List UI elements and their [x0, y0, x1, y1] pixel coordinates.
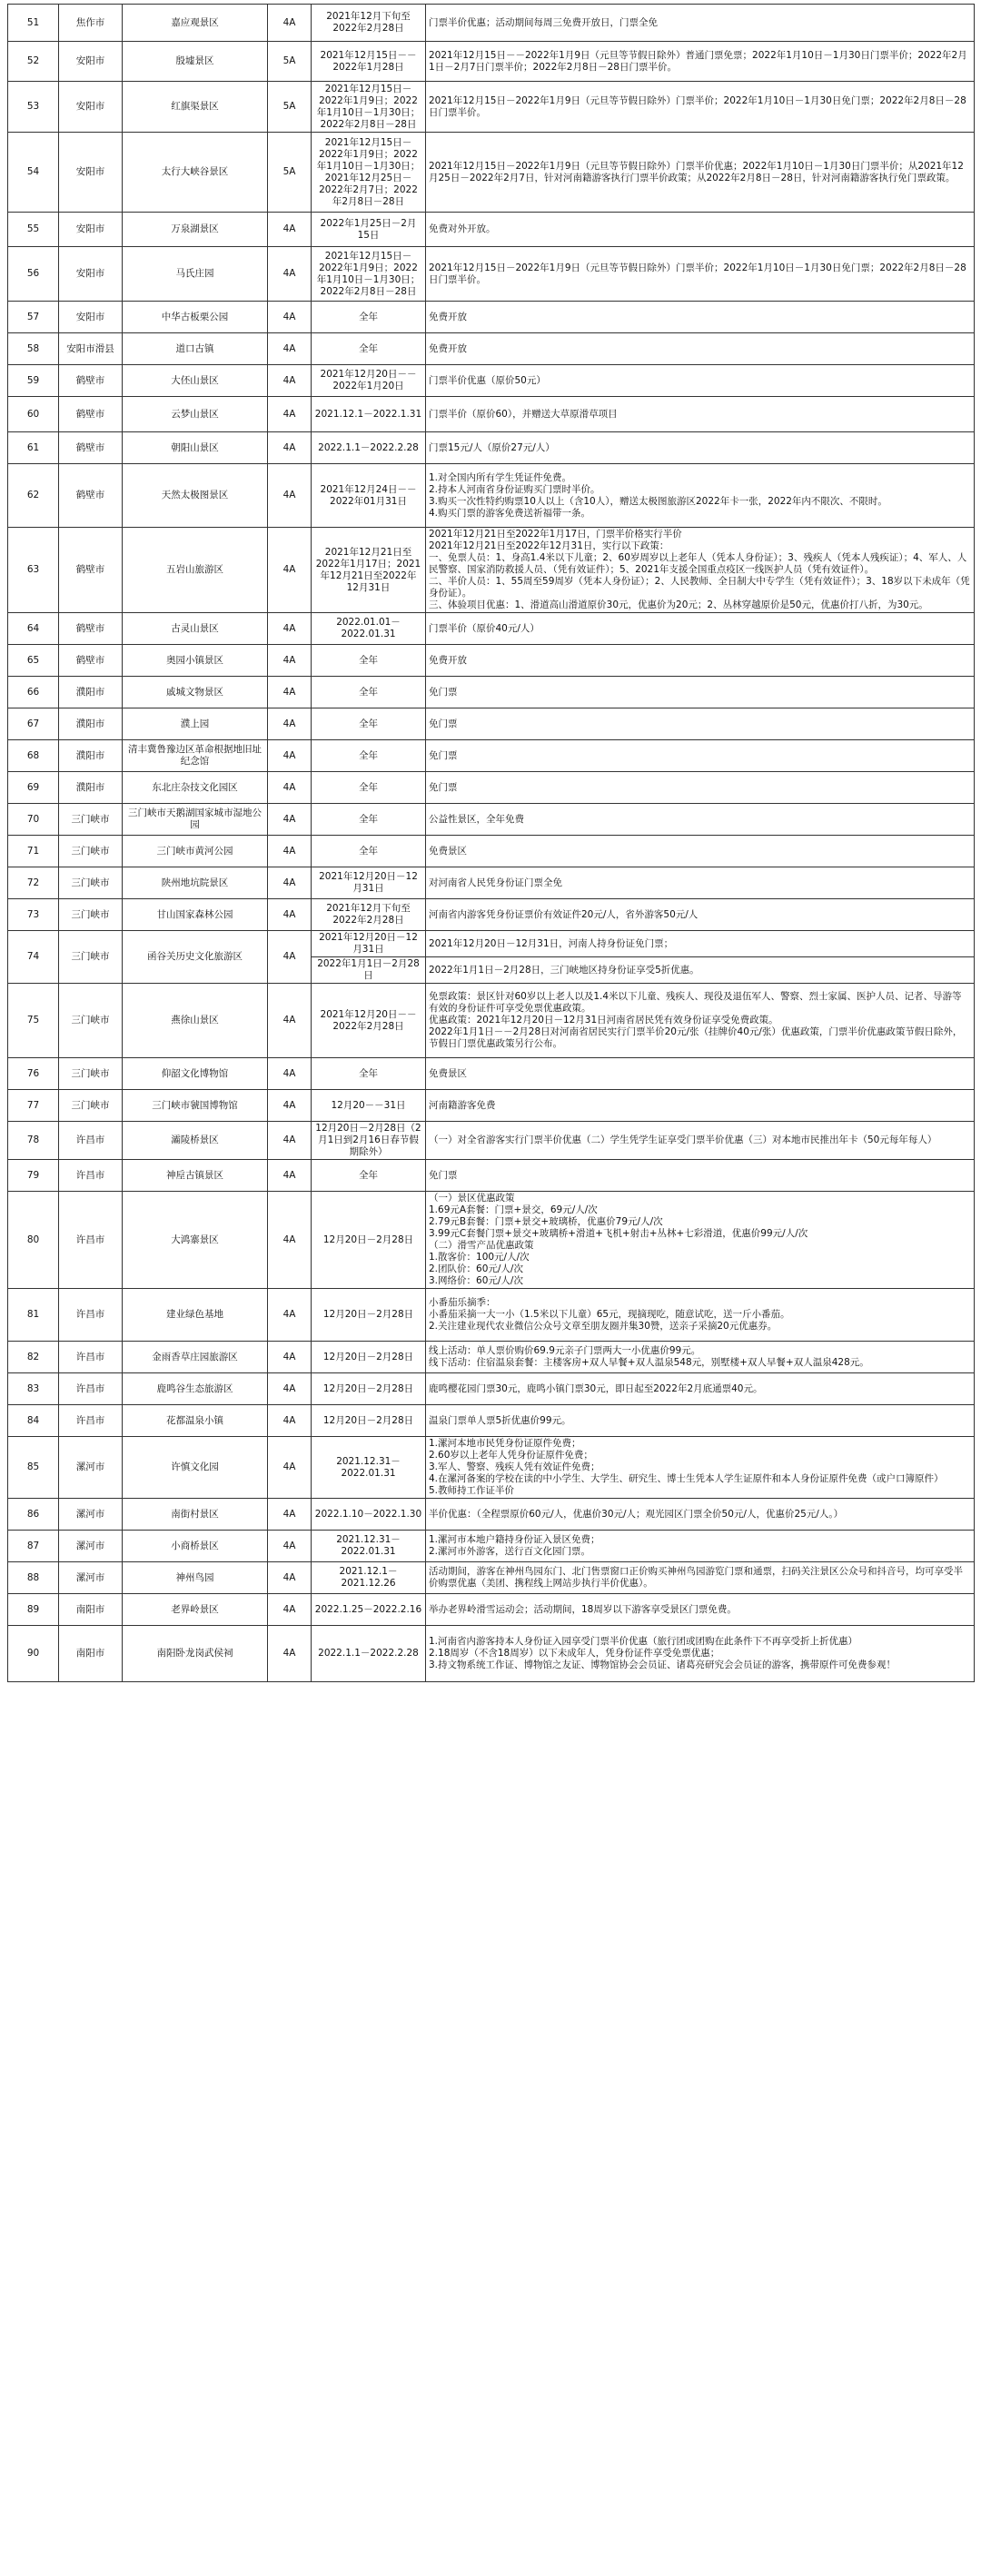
table-row — [8, 247, 975, 302]
cell-level: 4A — [268, 613, 312, 645]
cell-level: 4A — [268, 899, 312, 931]
cell-no: 52 — [8, 42, 59, 82]
cell-no: 66 — [8, 677, 59, 708]
cell-city: 三门峡市 — [59, 836, 123, 867]
cell-no: 81 — [8, 1289, 59, 1342]
cell-city: 安阳市 — [59, 302, 123, 333]
cell-policy: 门票半价（原价40元/人） — [426, 613, 975, 645]
cell-city: 许昌市 — [59, 1405, 123, 1437]
cell-city: 许昌市 — [59, 1289, 123, 1342]
cell-name: 奥园小镇景区 — [123, 645, 268, 677]
cell-date: 12月20日－2月28日 — [312, 1289, 426, 1342]
table-row — [8, 1437, 975, 1499]
cell-date: 2022.1.1－2022.2.28 — [312, 1626, 426, 1682]
cell-level: 4A — [268, 528, 312, 613]
cell-date: 全年 — [312, 677, 426, 708]
cell-name: 三门峡市黄河公园 — [123, 836, 268, 867]
cell-date2: 2022年1月1日－2月28日 — [312, 957, 426, 984]
cell-name: 清丰冀鲁豫边区革命根据地旧址纪念馆 — [123, 740, 268, 772]
cell-policy: 免费景区 — [426, 1058, 975, 1090]
cell-no: 89 — [8, 1594, 59, 1626]
table-body — [8, 5, 975, 1682]
cell-policy: 门票半价优惠（原价50元） — [426, 365, 975, 397]
table-row — [8, 302, 975, 333]
cell-no: 53 — [8, 82, 59, 133]
cell-level: 4A — [268, 1594, 312, 1626]
table-row — [8, 867, 975, 899]
cell-date: 2021年12月下旬至2022年2月28日 — [312, 899, 426, 931]
cell-policy: 2021年12月21日至2022年1月17日，门票半价格实行半价 2021年12月21日至2022年12月31日，实行以下政策： 一、免票人员：1、身高1.4米以下儿童；2、60岁周岁以上老年人（凭本人身份证）；3、残疾人（凭本人残疾证）；4、军人、人民警察、国家消防救援人员、（凭有效证件）；5、2021年支援全国重点疫区一线医护人员（凭有效证件）。 二、半价人员：1、55周至59周岁（凭本人身份证）；2、人民教师、全日制大中专学生（凭有效证件）；3、18岁以下未成年（凭身份证）。 三、体验项目优惠：1、滑道高山滑道原价30元，优惠价为20元；2、丛林穿越原价是50元，优惠价打八折，为30元。 — [426, 528, 975, 613]
table-row — [8, 1058, 975, 1090]
cell-date: 2022年1月25日－2月15日 — [312, 213, 426, 247]
cell-date: 全年 — [312, 333, 426, 365]
cell-city: 安阳市 — [59, 247, 123, 302]
cell-level: 4A — [268, 464, 312, 528]
cell-policy2: 2022年1月1日－2月28日，三门峡地区持身份证享受5折优惠。 — [426, 957, 975, 984]
cell-no: 56 — [8, 247, 59, 302]
cell-level: 4A — [268, 708, 312, 740]
cell-level: 4A — [268, 1499, 312, 1531]
cell-policy: 半价优惠：（全程票原价60元/人，优惠价30元/人；观光园区门票全价50元/人，优惠价25元/人。） — [426, 1499, 975, 1531]
table-row — [8, 1373, 975, 1405]
cell-name: 鹿鸣谷生态旅游区 — [123, 1373, 268, 1405]
cell-city: 鹤壁市 — [59, 365, 123, 397]
table-row — [8, 984, 975, 1058]
cell-level: 4A — [268, 1058, 312, 1090]
cell-city: 漯河市 — [59, 1437, 123, 1499]
table-row — [8, 931, 975, 957]
cell-name: 太行大峡谷景区 — [123, 133, 268, 213]
table-row — [8, 432, 975, 464]
cell-no: 57 — [8, 302, 59, 333]
cell-level: 4A — [268, 333, 312, 365]
cell-policy: 2021年12月15日－2022年1月9日（元旦等节假日除外）门票半价；2022年1月10日－1月30日免门票；2022年2月8日－28日门票半价。 — [426, 82, 975, 133]
cell-no: 61 — [8, 432, 59, 464]
cell-level: 4A — [268, 1405, 312, 1437]
cell-date: 2021年12月15日－2022年1月9日；2022年1月10日－1月30日；2022年2月8日－28日 — [312, 247, 426, 302]
cell-city: 濮阳市 — [59, 677, 123, 708]
cell-city: 许昌市 — [59, 1122, 123, 1160]
cell-name: 万泉湖景区 — [123, 213, 268, 247]
cell-no: 55 — [8, 213, 59, 247]
table-row — [8, 1405, 975, 1437]
table-row — [8, 528, 975, 613]
cell-name: 天然太极图景区 — [123, 464, 268, 528]
cell-date: 12月20日－2月28日（2月1日到2月16日春节假期除外） — [312, 1122, 426, 1160]
cell-level: 4A — [268, 836, 312, 867]
cell-no: 76 — [8, 1058, 59, 1090]
cell-city: 三门峡市 — [59, 867, 123, 899]
cell-no: 84 — [8, 1405, 59, 1437]
cell-date: 2022.1.25－2022.2.16 — [312, 1594, 426, 1626]
cell-level: 4A — [268, 1562, 312, 1594]
cell-no: 59 — [8, 365, 59, 397]
cell-policy: 线上活动：单人票价购价69.9元亲子门票两大一小优惠价99元。 线下活动：住宿温泉套餐：主楼客房+双人早餐+双人温泉548元，别墅楼+双人早餐+双人温泉428元。 — [426, 1342, 975, 1373]
cell-policy: 2021年12月15日－2022年1月9日（元旦等节假日除外）门票半价；2022年1月10日－1月30日免门票；2022年2月8日－28日门票半价。 — [426, 247, 975, 302]
cell-date: 2022.1.10－2022.1.30 — [312, 1499, 426, 1531]
cell-name: 小商桥景区 — [123, 1531, 268, 1562]
cell-level: 4A — [268, 931, 312, 984]
cell-city: 漯河市 — [59, 1562, 123, 1594]
cell-date: 2021年12月20日－－2022年2月28日 — [312, 984, 426, 1058]
cell-name: 南阳卧龙岗武侯祠 — [123, 1626, 268, 1682]
cell-no: 77 — [8, 1090, 59, 1122]
cell-level: 4A — [268, 1289, 312, 1342]
cell-name: 函谷关历史文化旅游区 — [123, 931, 268, 984]
table-row — [8, 333, 975, 365]
cell-date: 2021年12月21日至2022年1月17日；2021年12月21日至2022年12月31日 — [312, 528, 426, 613]
cell-name: 道口古镇 — [123, 333, 268, 365]
table-row — [8, 1090, 975, 1122]
cell-city: 焦作市 — [59, 5, 123, 42]
scenic-policy-table — [7, 4, 975, 1682]
table-row — [8, 1122, 975, 1160]
cell-no: 54 — [8, 133, 59, 213]
cell-city: 鹤壁市 — [59, 432, 123, 464]
cell-policy: 活动期间，游客在神州鸟园东门、北门售票窗口正价购买神州鸟园游览门票和通票，扫码关注景区公众号和抖音号，均可享受半价购票优惠（美团、携程线上网站步执行半价优惠）。 — [426, 1562, 975, 1594]
cell-policy: 门票半价优惠；活动期间每周三免费开放日，门票全免 — [426, 5, 975, 42]
cell-policy: 免门票 — [426, 708, 975, 740]
cell-policy: （一）景区优惠政策 1.69元A套餐：门票+景交，69元/人/次 2.79元B套餐：门票+景交+玻璃桥，优惠价79元/人/次 3.99元C套餐门票+景交+玻璃桥+滑道+飞机+射击+丛林+七彩滑道，优惠价99元/人/次 （二）滑雪产品优惠政策 1.散客价：100元/人/次 2.团队价：60元/人/次 3.网络价：60元/人/次 — [426, 1192, 975, 1289]
cell-city: 许昌市 — [59, 1160, 123, 1192]
cell-level: 4A — [268, 867, 312, 899]
table-row — [8, 645, 975, 677]
cell-policy: 公益性景区，全年免费 — [426, 804, 975, 836]
table-row — [8, 677, 975, 708]
cell-policy: 小番茄乐摘季： 小番茄采摘一大一小（1.5米以下儿童）65元，现摘现吃，随意试吃，送一斤小番茄。 2.关注建业现代农业微信公众号文章至朋友圈并集30赞，送亲子采摘20元优惠券。 — [426, 1289, 975, 1342]
cell-date: 12月20－－31日 — [312, 1090, 426, 1122]
cell-policy: 免门票 — [426, 677, 975, 708]
cell-level: 4A — [268, 984, 312, 1058]
cell-level: 4A — [268, 1160, 312, 1192]
cell-no: 72 — [8, 867, 59, 899]
table-row — [8, 708, 975, 740]
cell-city: 三门峡市 — [59, 931, 123, 984]
cell-name: 大鸿寨景区 — [123, 1192, 268, 1289]
cell-date: 2021.12.31－2022.01.31 — [312, 1531, 426, 1562]
cell-date: 2021年12月下旬至2022年2月28日 — [312, 5, 426, 42]
cell-name: 殷墟景区 — [123, 42, 268, 82]
table-row — [8, 1192, 975, 1289]
cell-date: 全年 — [312, 708, 426, 740]
cell-no: 71 — [8, 836, 59, 867]
cell-name: 三门峡市天鹅湖国家城市湿地公园 — [123, 804, 268, 836]
cell-no: 58 — [8, 333, 59, 365]
cell-name: 神州鸟园 — [123, 1562, 268, 1594]
cell-city: 濮阳市 — [59, 708, 123, 740]
cell-date: 12月20日－2月28日 — [312, 1342, 426, 1373]
cell-no: 74 — [8, 931, 59, 984]
cell-name: 南街村景区 — [123, 1499, 268, 1531]
cell-no: 64 — [8, 613, 59, 645]
cell-no: 73 — [8, 899, 59, 931]
cell-date: 全年 — [312, 1160, 426, 1192]
cell-name: 嘉应观景区 — [123, 5, 268, 42]
table-row — [8, 1531, 975, 1562]
cell-name: 云梦山景区 — [123, 397, 268, 432]
cell-name: 朝阳山景区 — [123, 432, 268, 464]
cell-policy: 门票15元/人（原价27元/人） — [426, 432, 975, 464]
table-row — [8, 365, 975, 397]
cell-level: 4A — [268, 1531, 312, 1562]
cell-policy: 1.对全国内所有学生凭证件免费。 2.持本人河南省身份证购买门票时半价。 3.购买一次性特约购票10人以上（含10人），赠送太极图旅游区2022年卡一张，2022年内不限次、不限时。 4.购买门票的游客免费送祈福带一条。 — [426, 464, 975, 528]
cell-city: 漯河市 — [59, 1499, 123, 1531]
table-row — [8, 1160, 975, 1192]
cell-policy: 免费开放 — [426, 333, 975, 365]
cell-date: 12月20日－2月28日 — [312, 1192, 426, 1289]
cell-policy: （一）对全省游客实行门票半价优惠（二）学生凭学生证享受门票半价优惠（三）对本地市民推出年卡（50元每年每人） — [426, 1122, 975, 1160]
cell-name: 东北庄杂技文化园区 — [123, 772, 268, 804]
table-row — [8, 82, 975, 133]
cell-city: 三门峡市 — [59, 804, 123, 836]
cell-city: 鹤壁市 — [59, 528, 123, 613]
cell-level: 4A — [268, 247, 312, 302]
cell-level: 4A — [268, 645, 312, 677]
table-row — [8, 836, 975, 867]
cell-name: 三门峡市虢国博物馆 — [123, 1090, 268, 1122]
cell-no: 85 — [8, 1437, 59, 1499]
table-row — [8, 397, 975, 432]
cell-level: 4A — [268, 432, 312, 464]
cell-no: 65 — [8, 645, 59, 677]
cell-policy: 免费景区 — [426, 836, 975, 867]
table-row — [8, 133, 975, 213]
table-row — [8, 1342, 975, 1373]
cell-date: 2022.1.1－2022.2.28 — [312, 432, 426, 464]
cell-date: 2021年12月20日－12月31日 — [312, 931, 426, 957]
cell-policy: 免票政策：景区针对60岁以上老人以及1.4米以下儿童、残疾人、现役及退伍军人、警察、烈士家属、医护人员、记者、导游等有效的身份证件可享受免票优惠政策。 优惠政策：2021年12月20日－12月31日河南省居民凭有效身份证享受免费政策。 2022年1月1日－－2月28日对河南省居民实行门票半价20元/张（挂牌价40元/张）优惠政策，门票半价优惠政策节假日除外，节假日门票优惠政策另行公布。 — [426, 984, 975, 1058]
table-row — [8, 1562, 975, 1594]
cell-policy: 2021年12月20日－12月31日，河南人持身份证免门票； — [426, 931, 975, 957]
cell-no: 82 — [8, 1342, 59, 1373]
cell-level: 4A — [268, 1626, 312, 1682]
cell-no: 83 — [8, 1373, 59, 1405]
cell-level: 4A — [268, 302, 312, 333]
cell-policy: 免门票 — [426, 772, 975, 804]
cell-no: 90 — [8, 1626, 59, 1682]
cell-policy: 河南省内游客凭身份证票价有效证件20元/人，省外游客50元/人 — [426, 899, 975, 931]
cell-name: 花都温泉小镇 — [123, 1405, 268, 1437]
cell-policy: 1.漯河市本地户籍持身份证入景区免费； 2.漯河市外游客，送行百文化园门票。 — [426, 1531, 975, 1562]
cell-level: 4A — [268, 1122, 312, 1160]
cell-date: 2021年12月20日－12月31日 — [312, 867, 426, 899]
cell-city: 安阳市滑县 — [59, 333, 123, 365]
table-row — [8, 613, 975, 645]
cell-name: 中华古板栗公园 — [123, 302, 268, 333]
table-row — [8, 1289, 975, 1342]
cell-no: 78 — [8, 1122, 59, 1160]
cell-date: 12月20日－2月28日 — [312, 1373, 426, 1405]
cell-policy: 对河南省人民凭身份证门票全免 — [426, 867, 975, 899]
cell-name: 五岩山旅游区 — [123, 528, 268, 613]
cell-level: 4A — [268, 1090, 312, 1122]
cell-no: 86 — [8, 1499, 59, 1531]
cell-no: 88 — [8, 1562, 59, 1594]
cell-date: 全年 — [312, 740, 426, 772]
cell-date: 12月20日－2月28日 — [312, 1405, 426, 1437]
table-row — [8, 464, 975, 528]
cell-level: 4A — [268, 1342, 312, 1373]
cell-city: 鹤壁市 — [59, 645, 123, 677]
cell-city: 濮阳市 — [59, 772, 123, 804]
cell-name: 金雨香草庄园旅游区 — [123, 1342, 268, 1373]
cell-city: 鹤壁市 — [59, 464, 123, 528]
cell-name: 马氏庄园 — [123, 247, 268, 302]
table-row — [8, 1626, 975, 1682]
table-row — [8, 1594, 975, 1626]
cell-policy: 免费开放 — [426, 302, 975, 333]
cell-no: 67 — [8, 708, 59, 740]
cell-level: 5A — [268, 42, 312, 82]
cell-policy: 门票半价（原价60），并赠送大草原滑草项目 — [426, 397, 975, 432]
cell-name: 戚城文物景区 — [123, 677, 268, 708]
cell-date: 2021年12月15日－2022年1月9日；2022年1月10日－1月30日；2022年2月8日－28日 — [312, 82, 426, 133]
cell-city: 鹤壁市 — [59, 613, 123, 645]
cell-city: 安阳市 — [59, 213, 123, 247]
cell-name: 古灵山景区 — [123, 613, 268, 645]
cell-no: 70 — [8, 804, 59, 836]
cell-policy: 1.河南省内游客持本人身份证入园享受门票半价优惠（旅行团或团购在此条件下不再享受折上折优惠） 2.18周岁（不含18周岁）以下未成年人，凭身份证件享受免票优惠； 3.持文物系统工作证、博物馆之友证、博物馆协会会员证、诸葛亮研究会会员证的游客，携带原件可免费参观！ — [426, 1626, 975, 1682]
cell-level: 4A — [268, 677, 312, 708]
cell-city: 三门峡市 — [59, 899, 123, 931]
cell-no: 62 — [8, 464, 59, 528]
cell-policy: 鹿鸣樱花园门票30元，鹿鸣小镇门票30元，即日起至2022年2月底通票40元。 — [426, 1373, 975, 1405]
cell-city: 许昌市 — [59, 1192, 123, 1289]
cell-no: 75 — [8, 984, 59, 1058]
cell-policy: 1.漯河本地市民凭身份证原件免费； 2.60岁以上老年人凭身份证原件免费； 3.军人、警察、残疾人凭有效证件免费； 4.在漯河备案的学校在读的中小学生、大学生、研究生、博士生凭本人学生证原件和本人身份证原件免费（或户口簿原件） 5.教师持工作证半价 — [426, 1437, 975, 1499]
cell-policy: 免门票 — [426, 1160, 975, 1192]
cell-policy: 2021年12月15日－－2022年1月9日（元旦等节假日除外）普通门票免票；2022年1月10日－1月30日门票半价；2022年2月1日－2月7日门票半价；2022年2月8日－28日门票半价。 — [426, 42, 975, 82]
cell-city: 安阳市 — [59, 133, 123, 213]
cell-no: 68 — [8, 740, 59, 772]
cell-date: 2021年12月15日－2022年1月9日；2022年1月10日－1月30日；2021年12月25日－2022年2月7日；2022年2月8日－28日 — [312, 133, 426, 213]
cell-city: 漯河市 — [59, 1531, 123, 1562]
cell-level: 4A — [268, 740, 312, 772]
cell-level: 4A — [268, 1373, 312, 1405]
table-row — [8, 5, 975, 42]
cell-city: 濮阳市 — [59, 740, 123, 772]
cell-date: 2022.01.01－2022.01.31 — [312, 613, 426, 645]
cell-name: 仰韶文化博物馆 — [123, 1058, 268, 1090]
cell-name: 建业绿色基地 — [123, 1289, 268, 1342]
cell-city: 三门峡市 — [59, 1058, 123, 1090]
table-row — [8, 740, 975, 772]
cell-date: 全年 — [312, 1058, 426, 1090]
table-row — [8, 1499, 975, 1531]
cell-city: 安阳市 — [59, 82, 123, 133]
cell-date: 全年 — [312, 302, 426, 333]
cell-date: 2021.12.1－2022.1.31 — [312, 397, 426, 432]
cell-policy: 2021年12月15日－2022年1月9日（元旦等节假日除外）门票半价优惠；2022年1月10日－1月30日门票半价；从2021年12月25日－2022年2月7日，针对河南籍游客执行门票半价政策；从2022年2月8日－28日，针对河南籍游客执行免门票政策。 — [426, 133, 975, 213]
cell-date: 2021年12月20日－－2022年1月20日 — [312, 365, 426, 397]
cell-no: 69 — [8, 772, 59, 804]
cell-policy: 举办老界岭滑雪运动会；活动期间，18周岁以下游客享受景区门票免费。 — [426, 1594, 975, 1626]
cell-level: 4A — [268, 213, 312, 247]
cell-date: 2021年12月24日－－2022年01月31日 — [312, 464, 426, 528]
cell-city: 三门峡市 — [59, 1090, 123, 1122]
cell-name: 陕州地坑院景区 — [123, 867, 268, 899]
cell-name: 许慎文化园 — [123, 1437, 268, 1499]
cell-level: 5A — [268, 133, 312, 213]
cell-name: 燕徐山景区 — [123, 984, 268, 1058]
cell-date: 全年 — [312, 772, 426, 804]
cell-city: 许昌市 — [59, 1373, 123, 1405]
cell-level: 4A — [268, 365, 312, 397]
cell-city: 鹤壁市 — [59, 397, 123, 432]
cell-policy: 免门票 — [426, 740, 975, 772]
cell-date: 2021.12.1－2021.12.26 — [312, 1562, 426, 1594]
cell-no: 63 — [8, 528, 59, 613]
cell-policy: 免费开放 — [426, 645, 975, 677]
cell-name: 甘山国家森林公园 — [123, 899, 268, 931]
cell-level: 4A — [268, 804, 312, 836]
cell-date: 全年 — [312, 645, 426, 677]
cell-name: 神垕古镇景区 — [123, 1160, 268, 1192]
table-row — [8, 42, 975, 82]
cell-no: 80 — [8, 1192, 59, 1289]
table-row — [8, 772, 975, 804]
cell-level: 4A — [268, 1437, 312, 1499]
cell-date: 2021年12月15日－－2022年1月28日 — [312, 42, 426, 82]
cell-date: 2021.12.31－2022.01.31 — [312, 1437, 426, 1499]
cell-name: 灞陵桥景区 — [123, 1122, 268, 1160]
cell-name: 大伾山景区 — [123, 365, 268, 397]
cell-city: 南阳市 — [59, 1626, 123, 1682]
cell-city: 三门峡市 — [59, 984, 123, 1058]
cell-name: 红旗渠景区 — [123, 82, 268, 133]
table-row — [8, 804, 975, 836]
cell-no: 79 — [8, 1160, 59, 1192]
cell-name: 老界岭景区 — [123, 1594, 268, 1626]
cell-no: 60 — [8, 397, 59, 432]
cell-level: 4A — [268, 397, 312, 432]
cell-policy: 免费对外开放。 — [426, 213, 975, 247]
cell-city: 南阳市 — [59, 1594, 123, 1626]
cell-level: 4A — [268, 772, 312, 804]
cell-date: 全年 — [312, 836, 426, 867]
cell-city: 许昌市 — [59, 1342, 123, 1373]
table-row — [8, 899, 975, 931]
cell-level: 4A — [268, 5, 312, 42]
cell-policy: 温泉门票单人票5折优惠价99元。 — [426, 1405, 975, 1437]
cell-no: 51 — [8, 5, 59, 42]
cell-level: 4A — [268, 1192, 312, 1289]
cell-level: 5A — [268, 82, 312, 133]
table-row — [8, 213, 975, 247]
cell-no: 87 — [8, 1531, 59, 1562]
cell-date: 全年 — [312, 804, 426, 836]
cell-city: 安阳市 — [59, 42, 123, 82]
cell-name: 濮上园 — [123, 708, 268, 740]
cell-policy: 河南籍游客免费 — [426, 1090, 975, 1122]
